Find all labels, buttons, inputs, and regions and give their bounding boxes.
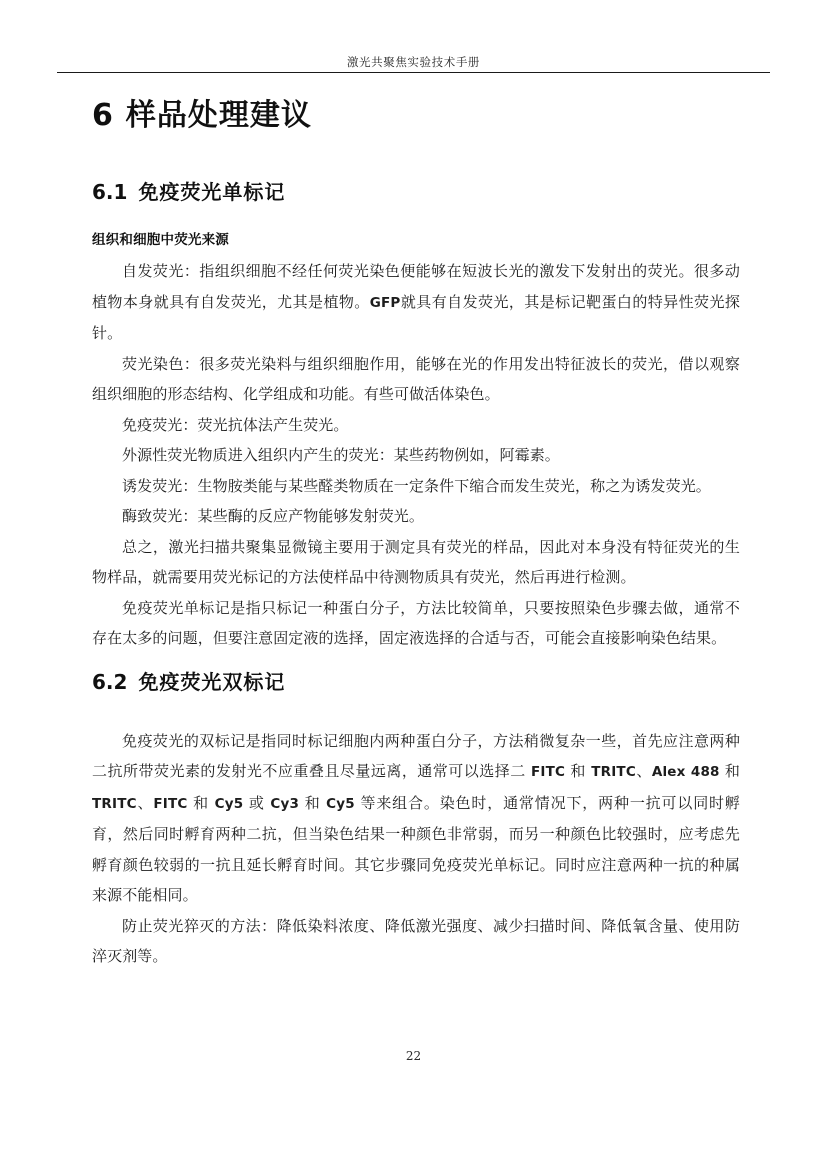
paragraph-single-label: 免疫荧光单标记是指只标记一种蛋白分子，方法比较简单，只要按照染色步骤去做，通常不存在太多的问题，但要注意固定液的选择，固定液选择的合适与否，可能会直接影响染色结果。: [92, 598, 740, 647]
paragraph-immunofluorescence: 免疫荧光：荧光抗体法产生荧光。: [122, 415, 349, 434]
term-fitc-2: FITC: [153, 795, 188, 812]
section-title-6-1: 免疫荧光单标记: [138, 180, 286, 204]
conjunction-3: 和: [187, 793, 215, 812]
spacer: [92, 136, 740, 178]
header-rule-divider: [57, 72, 770, 73]
paragraph-lead: 免疫荧光的双标记是指同时标记细胞内两种蛋白分子，方法稍微复杂一些，首先应注意两种二抗所带荧光素的发射光不应重叠且尽量远离，通常可以选择二: [92, 731, 740, 780]
separator-2: 、: [136, 793, 154, 812]
section-heading-6-2: [92, 668, 740, 696]
term-cy5-2: Cy5: [326, 795, 355, 812]
paragraph-enzyme-fluorescence: 酶致荧光：某些酶的反应产物能够发射荧光。: [122, 507, 425, 525]
chapter-number: 6: [92, 98, 113, 133]
chapter-title: 样品处理建议: [125, 98, 312, 133]
paragraph-fluorescent-staining: 荧光染色：很多荧光染料与组织细胞作用，能够在光的作用发出特征波长的荧光，借以观察组织细胞的形态结构、化学组成和功能。有些可做活体染色。: [92, 354, 740, 403]
section-title-6-2: 免疫荧光双标记: [138, 669, 286, 694]
term-gfp: GFP: [369, 294, 401, 311]
section-heading-6-1: [92, 178, 740, 206]
term-alex-488: Alex 488: [651, 764, 720, 780]
conjunction-5: 和: [299, 793, 327, 812]
chapter-heading: [92, 96, 740, 136]
paragraph-double-label: [92, 726, 740, 911]
term-cy5-1: Cy5: [214, 795, 244, 812]
spacer: [92, 696, 740, 726]
term-tritc-2: TRITC: [92, 795, 137, 812]
running-header-title: 激光共聚焦实验技术手册: [346, 55, 481, 69]
paragraph-quenching-prevention: 防止荧光猝灭的方法：降低染料浓度、降低激光强度、减少扫描时间、降低氧含量、使用防淬灭剂等。: [92, 916, 740, 965]
term-cy3: Cy3: [270, 795, 300, 812]
paragraph-text-tail: 就具有自发荧光，其是标记靶蛋白的特异性荧光探针。: [92, 292, 740, 342]
paragraph-tail: 等来组合。染色时，通常情况下，两种一抗可以同时孵育，然后同时孵育两种二抗，但当染色结果一种颜色非常弱，而另一种颜色比较强时，应考虑先孵育颜色较弱的一抗且延长孵育时间。其它步骤同免疫荧光单标记。同时应注意两种一抗的种属来源不能相同。: [92, 793, 740, 904]
section-number-6-1: 6.1: [92, 180, 128, 204]
subheading-fluorescence-sources: 组织和细胞中荧光来源: [92, 232, 229, 248]
running-header: [57, 55, 770, 73]
paragraph-induced-fluorescence: 诱发荧光：生物胺类能与某些醛类物质在一定条件下缩合而发生荧光，称之为诱发荧光。: [122, 476, 711, 495]
spacer: [92, 654, 740, 668]
page-content: [92, 96, 740, 972]
conjunction-2: 和: [719, 762, 740, 780]
paragraph-text: 自发荧光：指组织细胞不经任何荧光染色便能够在短波长光的激发下发射出的荧光。很多动植物本身就具有自发荧光，尤其是植物。: [92, 262, 740, 311]
paragraph-autofluorescence: [92, 256, 740, 349]
paragraph-summary: 总之，激光扫描共聚集显微镜主要用于测定具有荧光的样品，因此对本身没有特征荧光的生物样品，就需要用荧光标记的方法使样品中待测物质具有荧光，然后再进行检测。: [92, 537, 740, 586]
section-number-6-2: 6.2: [92, 669, 128, 694]
term-tritc-1: TRITC: [591, 764, 636, 780]
term-fitc-1: FITC: [531, 764, 566, 780]
conjunction-4: 或: [243, 793, 271, 812]
page-number: 22: [405, 1049, 422, 1063]
paragraph-exogenous-fluorescence: 外源性荧光物质进入组织内产生的荧光：某些药物例如，阿霉素。: [122, 446, 560, 464]
conjunction-1: 和: [565, 762, 592, 780]
spacer: [92, 206, 740, 230]
page-footer: [0, 1045, 827, 1064]
separator-1: 、: [635, 762, 652, 780]
